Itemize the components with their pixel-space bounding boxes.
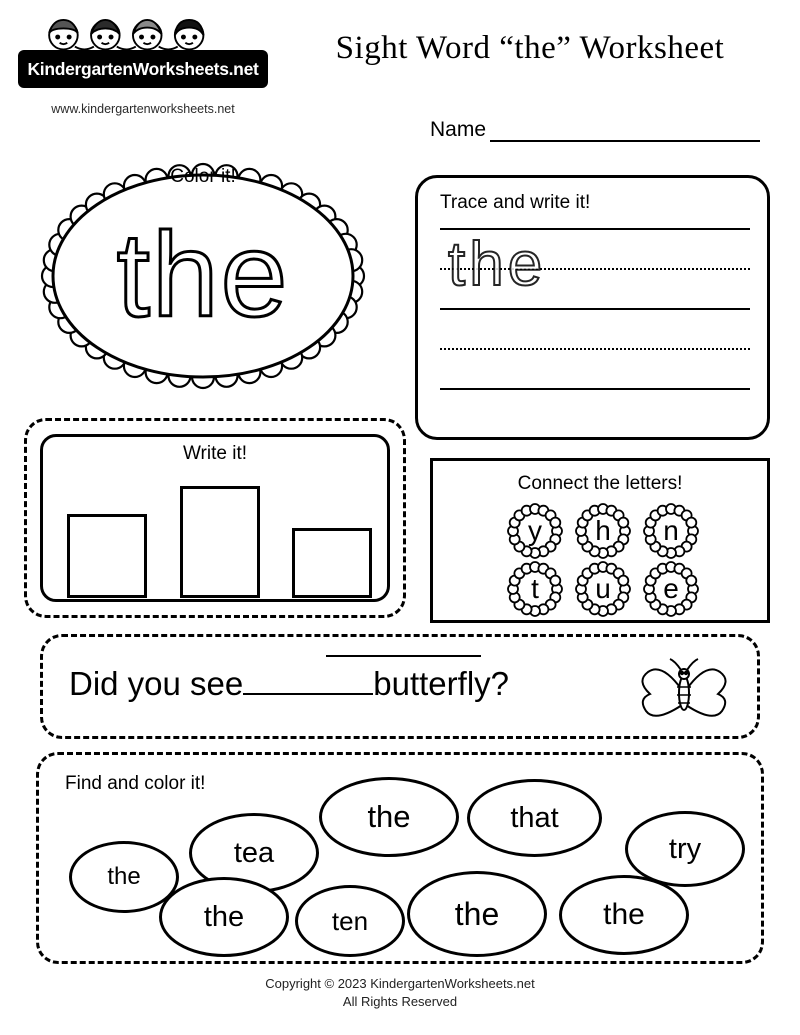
find-word-text: the — [367, 799, 411, 834]
logo-text: KindergartenWorksheets.net — [27, 58, 259, 79]
rule-base-2 — [440, 388, 750, 390]
find-word-text: ten — [331, 905, 369, 936]
letter-text: y — [528, 515, 542, 546]
sentence-after: butterfly? — [373, 665, 510, 702]
sentence-text — [69, 665, 509, 703]
write-slot-2[interactable] — [180, 486, 260, 598]
letter-bubble[interactable] — [572, 561, 634, 617]
page-title: Sight Word “the” Worksheet — [335, 30, 725, 66]
trace-label: Trace and write it! — [440, 192, 591, 213]
letter-grid — [455, 503, 751, 619]
footer-rights: All Rights Reserved — [342, 994, 458, 1009]
find-word-oval[interactable] — [319, 777, 459, 857]
find-word-oval[interactable] — [407, 871, 547, 957]
find-word-oval[interactable] — [467, 779, 602, 857]
logo-bar — [18, 50, 268, 88]
find-word-text: tea — [233, 836, 275, 869]
write-it-slots — [67, 483, 372, 598]
find-word-oval[interactable] — [159, 877, 289, 957]
letter-text: h — [595, 515, 611, 546]
find-word-oval[interactable] — [295, 885, 405, 957]
write-slot-1[interactable] — [67, 514, 147, 598]
write-it-section — [24, 418, 406, 618]
letter-bubble[interactable] — [504, 561, 566, 617]
find-word-text: the — [603, 898, 645, 931]
find-word-oval[interactable] — [625, 811, 745, 887]
color-it-label: Color it! — [170, 166, 236, 187]
letter-text: e — [663, 573, 679, 604]
letter-bubble[interactable] — [640, 503, 702, 559]
write-slot-3[interactable] — [292, 528, 372, 598]
find-word-oval[interactable] — [559, 875, 689, 955]
footer-copyright: Copyright © 2023 KindergartenWorksheets.net — [265, 976, 535, 991]
connect-label: Connect the letters! — [517, 473, 683, 494]
sentence-before: Did you see — [69, 665, 244, 702]
find-word-text: that — [510, 801, 559, 834]
letter-text: t — [531, 573, 539, 604]
logo-url: www.kindergartenworksheets.net — [51, 102, 235, 116]
letter-bubble[interactable] — [504, 503, 566, 559]
sentence-blank[interactable] — [243, 665, 373, 695]
trace-word[interactable]: the — [448, 230, 547, 299]
connect-letters-section — [430, 458, 770, 623]
find-and-color-section — [36, 752, 764, 964]
letter-row-1 — [455, 503, 751, 559]
name-input-rule[interactable] — [490, 120, 760, 142]
logo-badge — [18, 18, 268, 96]
find-word-text: the — [454, 895, 500, 932]
find-word-text: the — [107, 863, 141, 890]
butterfly-icon — [639, 657, 729, 723]
name-label: Name — [430, 118, 487, 141]
letter-bubble[interactable] — [572, 503, 634, 559]
letter-text: u — [595, 573, 611, 604]
site-logo — [18, 18, 280, 116]
trace-and-write-section — [415, 175, 770, 440]
find-word-text: the — [203, 900, 245, 933]
sentence-answer-line[interactable] — [326, 655, 481, 657]
letter-bubble[interactable] — [640, 561, 702, 617]
find-label: Find and color it! — [65, 773, 206, 794]
write-it-label: Write it! — [182, 443, 248, 464]
footer — [0, 975, 800, 1011]
color-it-section — [28, 152, 378, 400]
sentence-section — [40, 634, 760, 739]
letter-row-2 — [455, 561, 751, 617]
name-field[interactable] — [430, 118, 760, 142]
color-it-word[interactable]: the — [116, 208, 290, 342]
find-word-text: try — [668, 832, 702, 865]
letter-text: n — [663, 515, 679, 546]
